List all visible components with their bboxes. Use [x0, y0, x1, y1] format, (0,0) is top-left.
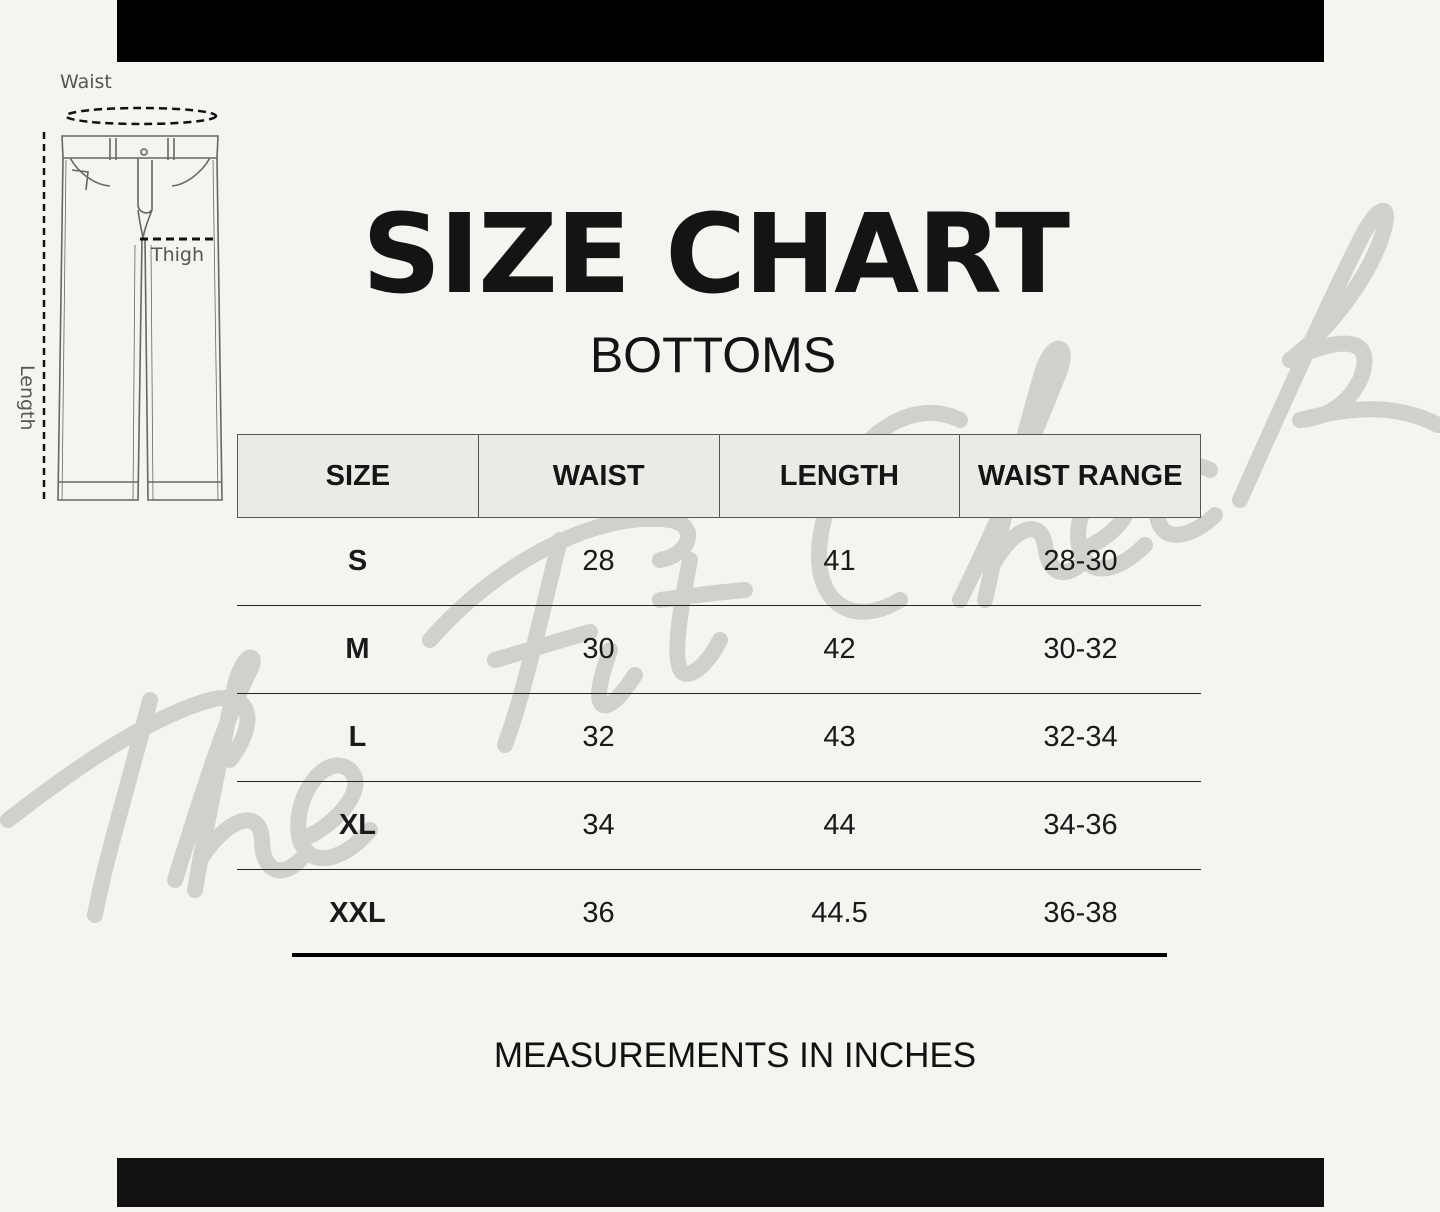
- top-black-bar: [117, 0, 1324, 62]
- thigh-label: Thigh: [151, 244, 205, 266]
- table-row: [237, 606, 1201, 694]
- waist-range-cell: 30-32: [1043, 633, 1118, 665]
- waist-cell: 30: [582, 633, 615, 665]
- page-title: SIZE CHART: [361, 190, 1069, 318]
- waist-cell: 28: [582, 545, 615, 577]
- table-bottom-rule: [292, 953, 1167, 957]
- measurement-note: MEASUREMENTS IN INCHES: [493, 1036, 977, 1075]
- length-cell: 44.5: [811, 897, 868, 929]
- size-table: [237, 434, 1201, 957]
- waist-range-cell: 36-38: [1043, 897, 1118, 929]
- length-cell: 41: [823, 545, 856, 577]
- column-header-size: SIZE: [237, 434, 479, 518]
- size-cell: XXL: [329, 897, 386, 929]
- waist-range-cell: 28-30: [1043, 545, 1118, 577]
- bottom-black-bar: [117, 1158, 1324, 1207]
- length-label: Length: [16, 365, 38, 431]
- table-header-row: [237, 434, 1201, 518]
- column-header-waist: WAIST: [478, 434, 720, 518]
- page-subtitle: BOTTOMS: [589, 327, 837, 383]
- waist-cell: 34: [582, 809, 615, 841]
- size-cell: L: [348, 721, 367, 753]
- waist-cell: 36: [582, 897, 615, 929]
- size-cell: S: [347, 545, 368, 577]
- length-cell: 42: [823, 633, 856, 665]
- column-header-length: LENGTH: [719, 434, 961, 518]
- table-row: [237, 694, 1201, 782]
- size-cell: M: [345, 633, 370, 665]
- waist-label: Waist: [60, 71, 112, 93]
- waist-cell: 32: [582, 721, 615, 753]
- table-row: [237, 782, 1201, 870]
- waist-range-cell: 34-36: [1043, 809, 1118, 841]
- table-row: [237, 518, 1201, 606]
- length-cell: 44: [823, 809, 856, 841]
- column-header-waist-range: WAIST RANGE: [959, 434, 1201, 518]
- waist-range-cell: 32-34: [1043, 721, 1118, 753]
- table-row: [237, 870, 1201, 957]
- length-cell: 43: [823, 721, 856, 753]
- size-cell: XL: [338, 809, 377, 841]
